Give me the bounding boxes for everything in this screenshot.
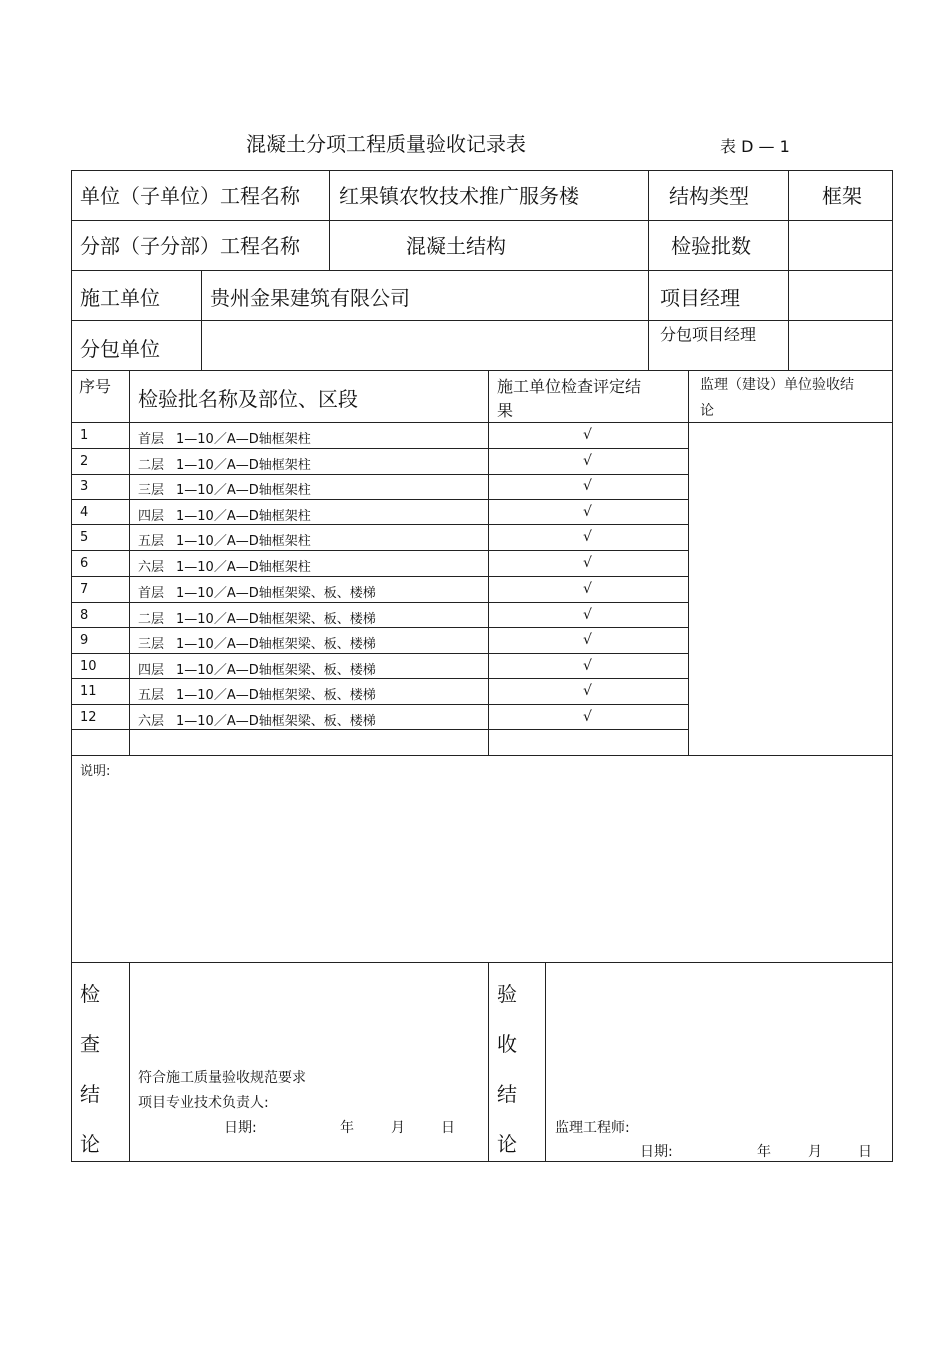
label-char: 论 <box>497 1132 517 1156</box>
structure-type-label: 结构类型 <box>669 184 749 208</box>
inspection-conclusion-text: 符合施工质量验收规范要求 <box>138 1070 306 1086</box>
row-floor: 五层 <box>138 688 165 703</box>
row-floor: 四层 <box>138 663 165 678</box>
project-manager-label: 项目经理 <box>660 286 740 310</box>
column-header-seq: 序号 <box>79 377 112 396</box>
acceptance-month: 月 <box>808 1144 822 1160</box>
row-result: √ <box>583 709 592 725</box>
row-range: 1—10／A—D轴框架柱 <box>176 483 311 498</box>
row-result: √ <box>583 683 592 699</box>
label-char: 验 <box>497 982 517 1006</box>
row-seq: 9 <box>80 633 89 648</box>
row-floor: 三层 <box>138 637 165 652</box>
row-seq: 7 <box>80 582 89 597</box>
row-seq: 1 <box>80 428 89 443</box>
row-result: √ <box>583 504 592 520</box>
structure-type-value: 框架 <box>822 184 862 208</box>
technical-lead-label: 项目专业技术负责人: <box>138 1095 269 1111</box>
row-seq: 6 <box>80 556 89 571</box>
column-header-supervision-result-cont: 论 <box>700 403 714 419</box>
division-project-label: 分部（子分部）工程名称 <box>80 234 300 258</box>
row-range: 1—10／A—D轴框架梁、板、楼梯 <box>176 586 376 601</box>
row-seq: 3 <box>80 479 89 494</box>
row-result: √ <box>583 607 592 623</box>
row-result: √ <box>583 555 592 571</box>
subcontract-unit-label: 分包单位 <box>80 337 160 361</box>
notes-label: 说明: <box>80 764 111 779</box>
row-result: √ <box>583 632 592 648</box>
construction-unit-value: 贵州金果建筑有限公司 <box>210 286 410 310</box>
inspection-month: 月 <box>391 1120 405 1136</box>
label-char: 查 <box>80 1032 100 1056</box>
inspection-day: 日 <box>441 1120 455 1136</box>
row-result: √ <box>583 453 592 469</box>
row-range: 1—10／A—D轴框架柱 <box>176 534 311 549</box>
label-char: 检 <box>80 982 100 1006</box>
supervision-engineer-label: 监理工程师: <box>555 1120 630 1136</box>
row-floor: 四层 <box>138 509 165 524</box>
label-char: 结 <box>497 1082 517 1106</box>
row-result: √ <box>583 581 592 597</box>
inspection-date-label: 日期: <box>224 1120 257 1136</box>
label-char: 结 <box>80 1082 100 1106</box>
inspection-year: 年 <box>340 1120 354 1136</box>
row-floor: 首层 <box>138 586 165 601</box>
row-seq: 4 <box>80 505 89 520</box>
acceptance-day: 日 <box>858 1144 872 1160</box>
unit-project-label: 单位（子单位）工程名称 <box>80 184 300 208</box>
row-result: √ <box>583 529 592 545</box>
row-seq: 2 <box>80 454 89 469</box>
row-range: 1—10／A—D轴框架柱 <box>176 432 311 447</box>
form-number: 表 D — 1 <box>720 137 790 156</box>
column-header-construction-result-cont: 果 <box>497 401 514 420</box>
acceptance-year: 年 <box>757 1144 771 1160</box>
unit-project-value: 红果镇农牧技术推广服务楼 <box>339 184 579 208</box>
row-seq: 11 <box>80 684 97 699</box>
column-header-construction-result: 施工单位检查评定结 <box>497 377 642 396</box>
row-seq: 12 <box>80 710 97 725</box>
row-floor: 首层 <box>138 432 165 447</box>
subcontract-manager-label: 分包项目经理 <box>660 325 757 344</box>
row-range: 1—10／A—D轴框架梁、板、楼梯 <box>176 663 376 678</box>
page-title: 混凝土分项工程质量验收记录表 <box>246 132 526 156</box>
row-seq: 5 <box>80 530 89 545</box>
label-char: 收 <box>497 1032 517 1056</box>
row-range: 1—10／A—D轴框架柱 <box>176 509 311 524</box>
label-char: 论 <box>80 1132 100 1156</box>
row-floor: 五层 <box>138 534 165 549</box>
row-floor: 二层 <box>138 458 165 473</box>
division-project-value: 混凝土结构 <box>406 234 506 258</box>
row-result: √ <box>583 478 592 494</box>
row-seq: 8 <box>80 608 89 623</box>
acceptance-date-label: 日期: <box>640 1144 673 1160</box>
row-result: √ <box>583 427 592 443</box>
row-floor: 三层 <box>138 483 165 498</box>
row-range: 1—10／A—D轴框架梁、板、楼梯 <box>176 688 376 703</box>
column-header-name: 检验批名称及部位、区段 <box>138 387 358 411</box>
row-floor: 六层 <box>138 560 165 575</box>
row-result: √ <box>583 658 592 674</box>
row-range: 1—10／A—D轴框架柱 <box>176 458 311 473</box>
column-header-supervision-result: 监理（建设）单位验收结 <box>700 377 854 393</box>
row-range: 1—10／A—D轴框架梁、板、楼梯 <box>176 637 376 652</box>
row-range: 1—10／A—D轴框架柱 <box>176 560 311 575</box>
row-seq: 10 <box>80 659 97 674</box>
row-range: 1—10／A—D轴框架梁、板、楼梯 <box>176 612 376 627</box>
row-floor: 六层 <box>138 714 165 729</box>
row-range: 1—10／A—D轴框架梁、板、楼梯 <box>176 714 376 729</box>
row-floor: 二层 <box>138 612 165 627</box>
batch-count-label: 检验批数 <box>671 234 751 258</box>
construction-unit-label: 施工单位 <box>80 286 160 310</box>
